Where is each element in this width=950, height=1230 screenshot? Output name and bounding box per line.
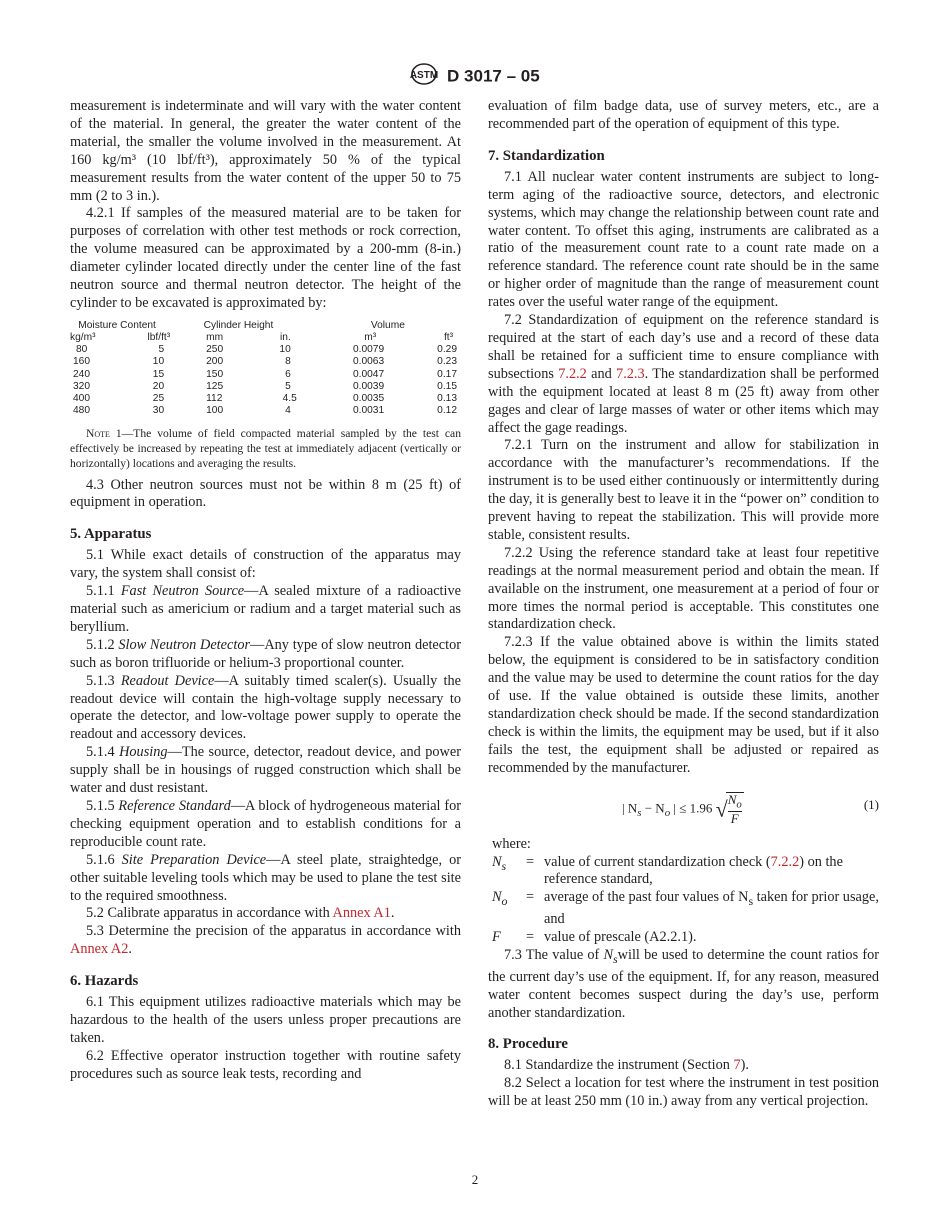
fraction: $\frac{N_o}{F}$ — [727, 791, 742, 827]
link-annex-a2[interactable]: Annex A2 — [70, 941, 129, 958]
paragraph-8-2: 8.2 Select a location for test where the instrument in test position will be at least 250 mm (10 in.) away from any vertical projection. — [488, 1075, 879, 1110]
table-row: 240 15 150 6 0.0047 0.17 — [73, 368, 457, 380]
equation-body: | $N_s - N_o$ | ≤ 1.96 √ $\frac{N_o}{F}$ — [622, 791, 742, 827]
left-column — [70, 98, 461, 1084]
unit-header: lbf/ft³ — [147, 332, 171, 344]
table-row: 400 25 112 4.5 0.0035 0.13 — [73, 393, 457, 405]
link-annex-a1[interactable]: Annex A1 — [332, 905, 391, 922]
paragraph-5-2: 5.2 Calibrate apparatus in accordance with Annex A1. — [86, 905, 395, 922]
section-heading-hazards: 6. Hazards — [70, 973, 139, 990]
paragraph-7-3: 7.3 The value of $N_swill$ be used to determine the count ratios for the current day’s use of the equipment. If, for any reason, measured water content becomes suspect during the day’s use, perform another standardization. — [488, 946, 879, 1021]
paragraph-5-1-1: 5.1.1 Fast Neutron Source—A sealed mixture of a radioactive material such as americium or radium and a target material such as beryllium. — [70, 583, 461, 635]
unit-header: m³ — [364, 332, 377, 344]
table-row: 480 30 100 4 0.0031 0.12 — [73, 405, 457, 417]
table-row: 80 5 250 10 0.0079 0.29 — [76, 344, 457, 356]
paragraph-continuation: measurement is indeterminate and will vary with the water content of the material. In general, the greater the water content of the material, the smaller the volume involved in the measurement. At 160 kg/m³ (10 lbf/ft³), approximately 50 % of the typical measurement results from the water content of the upper 50 to 75 mm (2 to 3 in.). — [70, 98, 461, 204]
table-group-header-row — [70, 320, 461, 332]
definition-ns: $N_s$ = value of current standardization check (7.2.2) on the reference standard, — [492, 853, 843, 888]
section-heading-standardization: 7. Standardization — [488, 147, 605, 164]
definition-no: $N_o$ = average of the past four values of $N_s$ taken for prior usage, and — [492, 889, 879, 928]
document-id: D 3017 – 05 — [447, 66, 540, 86]
square-root-icon: √ — [715, 795, 728, 821]
paragraph-7-2: 7.2 Standardization of equipment on the reference standard is required at the start of each day’s use and a record of these data shall be retained for a sufficient time to ensure compliance with subsections 7.2.2 and 7.2.3. The standardization shall be performed with the equipment located at least 8 m (25 ft) away from other gages and clear of large masses of water or other items which may affect the gage readings. — [488, 312, 880, 436]
definition-f: F = value of prescale (A2.2.1). — [492, 929, 697, 946]
link-7-2-3[interactable]: 7.2.3 — [616, 365, 645, 382]
right-column — [488, 98, 879, 1111]
header-cylinder-height: Cylinder Height — [203, 319, 274, 331]
note-label: Note — [86, 426, 110, 440]
equation-1 — [488, 784, 879, 830]
where-label: where: — [492, 835, 531, 852]
unit-header: ft³ — [443, 332, 453, 344]
paragraph-5-1-2: 5.1.2 Slow Neutron Detector—Any type of slow neutron detector such as boron trifluoride or helium-3 proportional counter. — [70, 636, 461, 671]
unit-header: mm — [206, 332, 224, 344]
paragraph-7-2-1: 7.2.1 Turn on the instrument and allow for stabilization in accordance with the manufacturer’s recommendations. If the instrument is to be used either continuously or intermittently during the day, it is generally best to leave it in the “power on” condition to prevent having to repeat the stabilization. This will provide more stable, consistent results. — [488, 437, 879, 543]
page-header — [0, 62, 950, 91]
link-7-2-2[interactable]: 7.2.2 — [770, 853, 800, 870]
paragraph-5-1-5: 5.1.5 Reference Standard—A block of hydrogeneous material for checking equipment operation and to establish conditions for a reproducible count rate. — [70, 798, 461, 850]
table-unit-header-row — [70, 332, 461, 344]
paragraph-8-1: 8.1 Standardize the instrument (Section 7). — [504, 1057, 749, 1074]
paragraph-4-3: 4.3 Other neutron sources must not be within 8 m (25 ft) of equipment in operation. — [70, 476, 461, 511]
unit-header: in. — [280, 332, 291, 344]
paragraph-6-2: 6.2 Effective operator instruction together with routine safety procedures such as source leak tests, recording and — [70, 1047, 461, 1082]
paragraph-7-2-3: 7.2.3 If the value obtained above is within the limits stated below, the equipment is considered to be in satisfactory condition and the value may be used to determine the count ratios for the day of use. If the value obtained is outside these limits, another standardization check should be made. If the second standardization check is within the limits, the equipment may be used, but if it also fails the test, the equipment shall be adjusted or repaired as recommended by the manufacturer. — [488, 634, 879, 776]
note-1 — [70, 426, 461, 471]
astm-logo-icon — [410, 62, 438, 91]
paragraph-7-2-2: 7.2.2 Using the reference standard take at least four repetitive readings at the normal measurement period and obtain the mean. If available on the instrument, one measurement at a period of four or more times the normal period is acceptable. This constitutes one standardization check. — [488, 544, 879, 633]
section-heading-procedure: 8. Procedure — [488, 1036, 568, 1053]
paragraph-7-1: 7.1 All nuclear water content instruments are subject to long-term aging of the radioactive source, detectors, and electronic systems, which may change the relationship between count rate and water content. To offset this aging, instruments are calibrated as a ratio of the measurement count rate to a count rate made on a reference standard. The reference count rate should be in the same or higher order of magnitude than the range of measurement count rates over the useful water range of the equipment. — [488, 168, 879, 311]
page-number: 2 — [471, 1172, 479, 1187]
paragraph-5-1: 5.1 While exact details of construction of the apparatus may vary, the system shall consist of: — [70, 547, 461, 582]
paragraph-5-1-4: 5.1.4 Housing—The source, detector, readout device, and power supply shall be in housings of rugged construction which shall be water and dust resistant. — [70, 744, 461, 797]
paragraph-continuation: evaluation of film badge data, use of survey meters, etc., are a recommended part of the operation of equipment of this type. — [488, 98, 879, 132]
note-text: 1—The volume of field compacted material sampled by the test can effectively be increased by repeating the test at immediately adjacent (vertically or horizontally) locations and averaging the results. — [70, 426, 461, 470]
section-heading-apparatus: 5. Apparatus — [70, 526, 152, 543]
svg-text:ASTM: ASTM — [410, 70, 439, 81]
link-section-7[interactable]: 7 — [733, 1057, 741, 1074]
moisture-volume-table — [70, 320, 461, 418]
paragraph-4-2-1: 4.2.1 If samples of the measured material are to be taken for purposes of correlation with other test methods or rock correction, the volume measured can be approximated by a 200-mm (8-in.) diameter cylinder located directly under the center line of the fast neutron source and thermal neutron detector. The height of the cylinder to be excavated is approximated by: — [70, 205, 461, 311]
header-moisture-content: Moisture Content — [78, 319, 156, 331]
paragraph-5-1-3: 5.1.3 Readout Device—A suitably timed scaler(s). Usually the readout device will contain the high-voltage supply necessary to operate the detector, and low-voltage power supply to operate the readout and accessory devices. — [70, 672, 461, 743]
link-7-2-2[interactable]: 7.2.2 — [558, 365, 587, 382]
paragraph-5-3: 5.3 Determine the precision of the apparatus in accordance with Annex A2. — [70, 923, 461, 958]
equation-number: (1) — [863, 796, 879, 812]
table-row: 160 10 200 8 0.0063 0.23 — [73, 356, 457, 368]
paragraph-5-1-6: 5.1.6 Site Preparation Device—A steel plate, straightedge, or other suitable leveling tools which may be used to plane the test site to the required smoothness. — [70, 851, 461, 904]
table-row: 320 20 125 5 0.0039 0.15 — [73, 380, 457, 392]
unit-header: kg/m³ — [70, 332, 96, 344]
paragraph-6-1: 6.1 This equipment utilizes radioactive materials which may be hazardous to the health of the users unless proper precautions are taken. — [70, 994, 461, 1046]
header-volume: Volume — [370, 319, 405, 331]
